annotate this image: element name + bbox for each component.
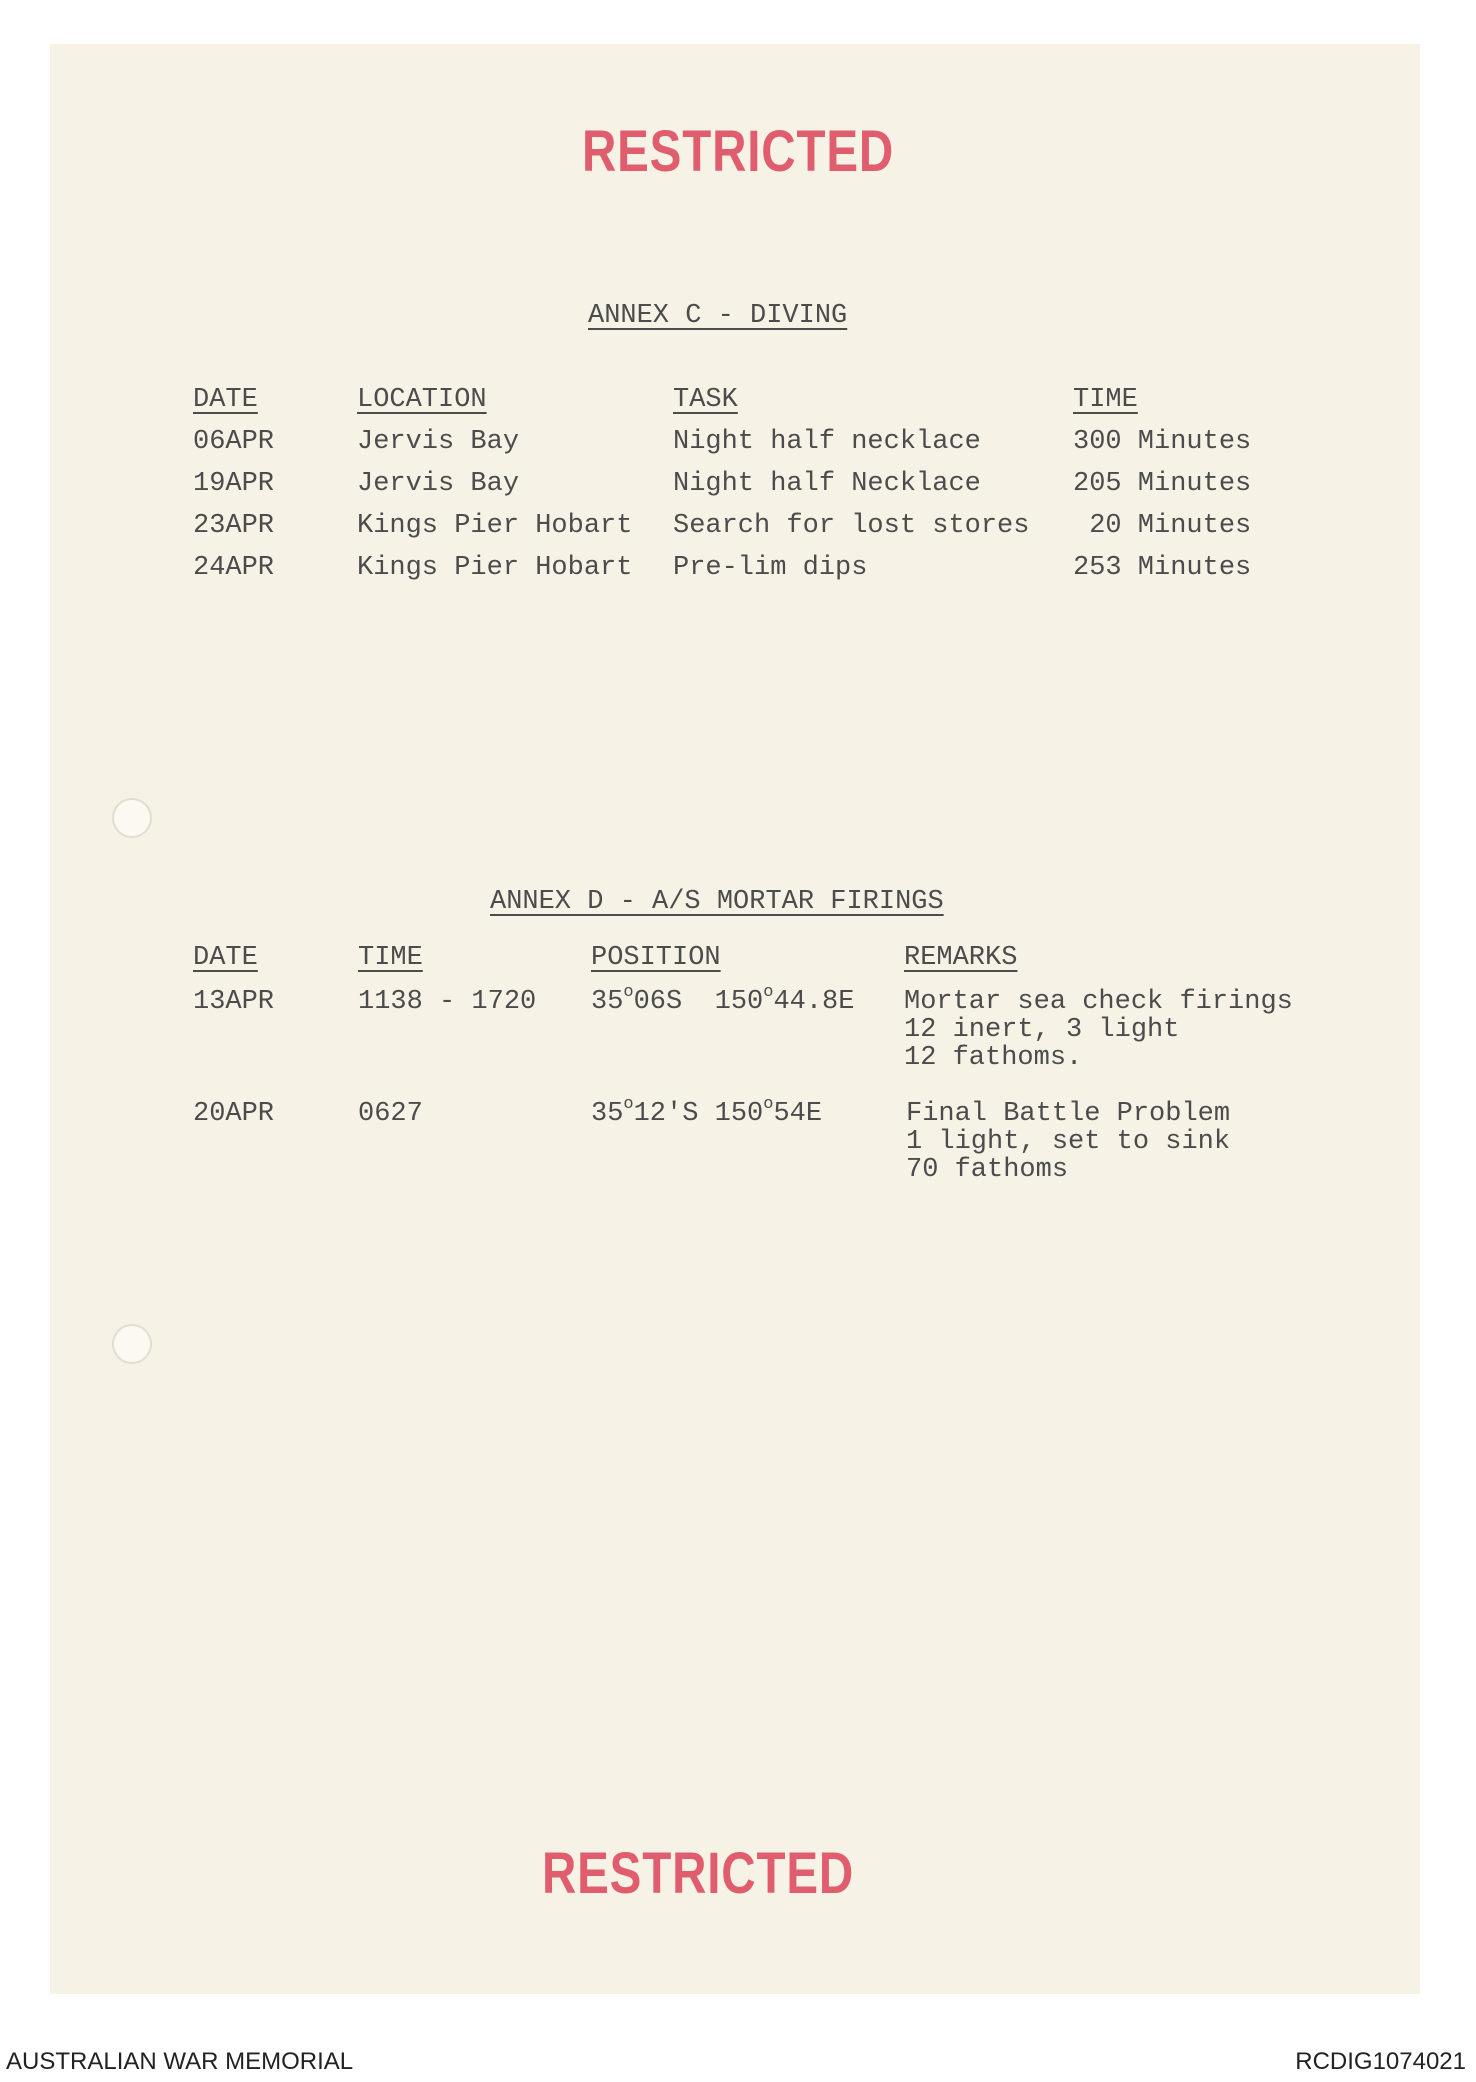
annex-d-row2-date: 20APR: [193, 1099, 275, 1129]
degree-sign: o: [763, 1095, 774, 1114]
degree-sign: o: [623, 1095, 634, 1114]
annex-d-header-remarks: REMARKS: [904, 943, 1018, 973]
footer-document-id: RCDIG1074021: [1295, 2048, 1466, 2075]
punch-hole-bottom: [112, 1324, 152, 1364]
annex-d-row2-time: 0627: [358, 1099, 423, 1129]
document-page: [50, 44, 1420, 1994]
annex-c-row2-location: Jervis Bay: [357, 469, 520, 499]
annex-c-header-task: TASK: [673, 385, 738, 415]
annex-c-row3-task: Search for lost stores: [673, 511, 1030, 541]
punch-hole-top: [112, 798, 152, 838]
annex-d-row1-remark-line3: 12 fathoms.: [904, 1043, 1083, 1073]
annex-c-row4-date: 24APR: [193, 553, 275, 583]
annex-d-row1-remark-line2: 12 inert, 3 light: [904, 1015, 1180, 1045]
annex-d-header-position: POSITION: [591, 943, 721, 973]
annex-d-header-time: TIME: [358, 943, 423, 973]
annex-d-title: ANNEX D - A/S MORTAR FIRINGS: [490, 887, 944, 917]
annex-d-row2-remark-line1: Final Battle Problem: [906, 1099, 1231, 1129]
degree-sign: o: [623, 983, 634, 1002]
annex-c-row2-task: Night half Necklace: [673, 469, 981, 499]
footer-archive-name: AUSTRALIAN WAR MEMORIAL: [6, 2048, 354, 2075]
annex-c-row3-time: 20 Minutes: [1073, 511, 1252, 541]
annex-d-row2-position: 35$^o$12'S 150$^o$54E: [591, 1095, 823, 1129]
annex-c-title: ANNEX C - DIVING: [588, 301, 848, 331]
annex-c-row3-date: 23APR: [193, 511, 275, 541]
annex-c-header-date: DATE: [193, 385, 258, 415]
annex-d-row2-remark-line2: 1 light, set to sink: [906, 1127, 1231, 1157]
annex-d-header-date: DATE: [193, 943, 258, 973]
restricted-stamp-top: RESTRICTED: [581, 119, 895, 184]
annex-c-row4-time: 253 Minutes: [1073, 553, 1252, 583]
restricted-stamp-bottom: RESTRICTED: [541, 1841, 855, 1906]
annex-c-row4-task: Pre-lim dips: [673, 553, 868, 583]
annex-d-row1-time: 1138 - 1720: [358, 987, 537, 1017]
annex-c-row2-date: 19APR: [193, 469, 275, 499]
annex-c-header-time: TIME: [1073, 385, 1138, 415]
annex-d-row2-remark-line3: 70 fathoms: [906, 1155, 1069, 1185]
annex-c-row2-time: 205 Minutes: [1073, 469, 1252, 499]
annex-d-row1-position: 35$^o$06S 150$^o$44.8E: [591, 983, 855, 1017]
annex-c-row3-location: Kings Pier Hobart: [357, 511, 633, 541]
annex-d-row1-date: 13APR: [193, 987, 275, 1017]
degree-sign: o: [763, 983, 774, 1002]
annex-c-row1-location: Jervis Bay: [357, 427, 520, 457]
annex-c-row1-date: 06APR: [193, 427, 275, 457]
annex-c-row1-time: 300 Minutes: [1073, 427, 1252, 457]
annex-c-row4-location: Kings Pier Hobart: [357, 553, 633, 583]
annex-c-row1-task: Night half necklace: [673, 427, 981, 457]
annex-d-row1-remark-line1: Mortar sea check firings: [904, 987, 1293, 1017]
annex-c-header-location: LOCATION: [357, 385, 487, 415]
